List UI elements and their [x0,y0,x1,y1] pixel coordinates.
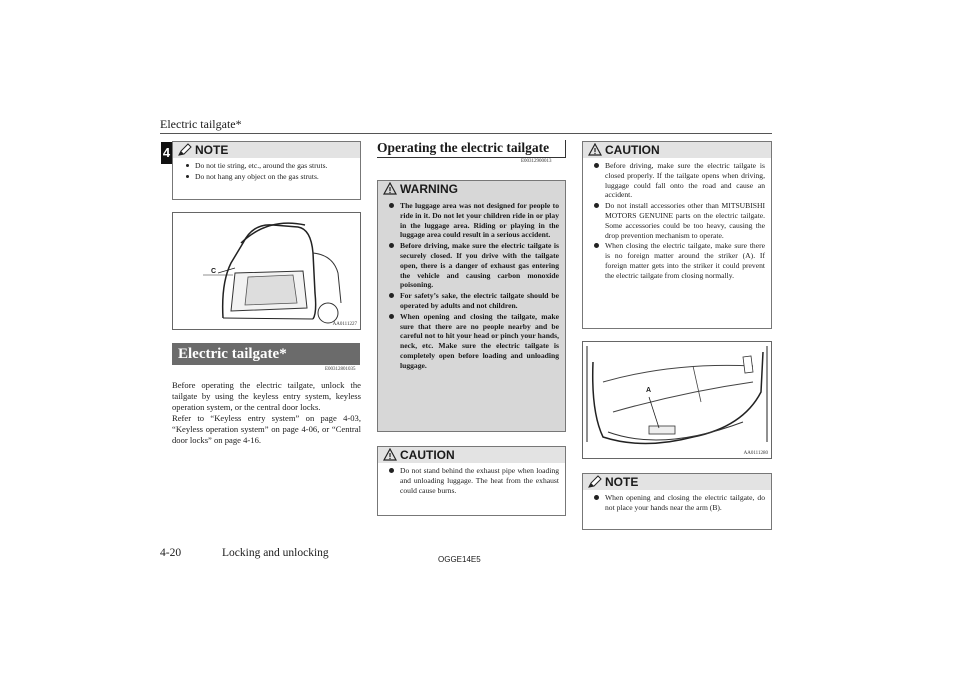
note-pencil-icon [588,475,602,488]
note-item: Do not hang any object on the gas struts. [195,172,354,182]
caution-list [378,466,565,495]
warning-item: When opening and closing the tailgate, make sure that there are no people nearby and be careful not to hit your head or pinch your hands, neck, etc. Make sure the electric tailgate is completely open before loading and unloading luggage. [400,311,559,370]
caution-triangle-icon [588,143,602,156]
note-item: When opening and closing the electric tailgate, do not place your hands near the arm (B). [605,493,765,512]
operating-code: E00312900013 [521,159,552,164]
caution-item: Before driving, make sure the electric tailgate is closed properly. If the tailgate opens when driving, luggage could fall onto the road and cause an accident. [605,161,765,200]
caution-heading-right [583,142,771,158]
warning-label: WARNING [400,182,458,196]
chapter-tab: 4 [161,142,172,164]
caution-label: CAUTION [605,143,660,157]
body-references: Refer to “Keyless entry system” on page 4-03, “Keyless operation system” on page 4-06, or “Central door locks” on page 4-16. [172,413,361,445]
warning-triangle-icon [383,182,397,195]
body-paragraph: Before operating the electric tailgate, unlock the tailgate by using the keyless entry system, keyless operation system, or the central door locks. [172,380,361,412]
warning-item: Before driving, make sure the electric tailgate is securely closed. If you drive with the tailgate open, there is a danger of exhaust gas entering the vehicle and causing carbon monoxide poisoning. [400,241,559,290]
luggage-illustration [583,342,771,458]
footer-code: OGGE14E5 [438,555,481,564]
caution-heading [378,447,565,463]
note-label: NOTE [605,475,639,489]
section-body [172,380,361,446]
tailgate-illustration [173,213,360,329]
operating-rule [377,157,566,158]
caution-label: CAUTION [400,448,455,462]
caution-item: Do not install accessories other than MITSUBISHI MOTORS GENUINE parts on the electric tailgate. Some accessories could be too heavy, causing the drop prevention mechanism to operate. [605,201,765,240]
section-heading: Electric tailgate* [172,343,360,365]
caution-item: Do not stand behind the exhaust pipe when loading and unloading luggage. The heat from the exhaust could cause burns. [400,466,559,495]
note-label: NOTE [195,143,229,157]
page-number: 4-20 [160,547,182,559]
warning-heading [378,181,565,197]
warning-list [378,201,565,371]
note-list [173,161,360,182]
figure-callout-a: A [646,387,652,394]
tailgate-open-figure [172,212,361,330]
note-heading [173,142,360,158]
caution-box-right [582,141,772,329]
section-code: E00312801035 [325,367,356,372]
header-rule [160,133,772,134]
note-box-right [582,473,772,530]
caution-triangle-icon [383,448,397,461]
note-heading-right [583,474,771,490]
operating-rule-tick [565,140,566,157]
note-pencil-icon [178,143,192,156]
caution-list-right [583,161,771,281]
running-header: Electric tailgate* [160,117,242,131]
luggage-area-figure [582,341,772,459]
caution-item: When closing the electric tailgate, make sure there is no foreign matter around the striker (A). If foreign matter gets into the striker it could prevent the electric tailgate from closing normally. [605,241,765,280]
warning-item: The luggage area was not designed for people to ride in it. Do not let your children ride in or play in the luggage area. Riding or playing in the luggage area could result in a serious accident. [400,201,559,240]
caution-box [377,446,566,516]
warning-box [377,180,566,432]
figure-code: AA0111227 [332,322,357,327]
warning-item: For safety’s sake, the electric tailgate should be operated by adults and not children. [400,291,559,310]
operating-heading: Operating the electric tailgate [377,140,550,155]
note-list-right [583,493,771,513]
figure-code: AA0111280 [743,451,768,456]
note-box [172,141,361,200]
note-item: Do not tie string, etc., around the gas struts. [195,161,354,171]
figure-callout-c: C [211,268,217,275]
footer-section: Locking and unlocking [222,547,329,559]
